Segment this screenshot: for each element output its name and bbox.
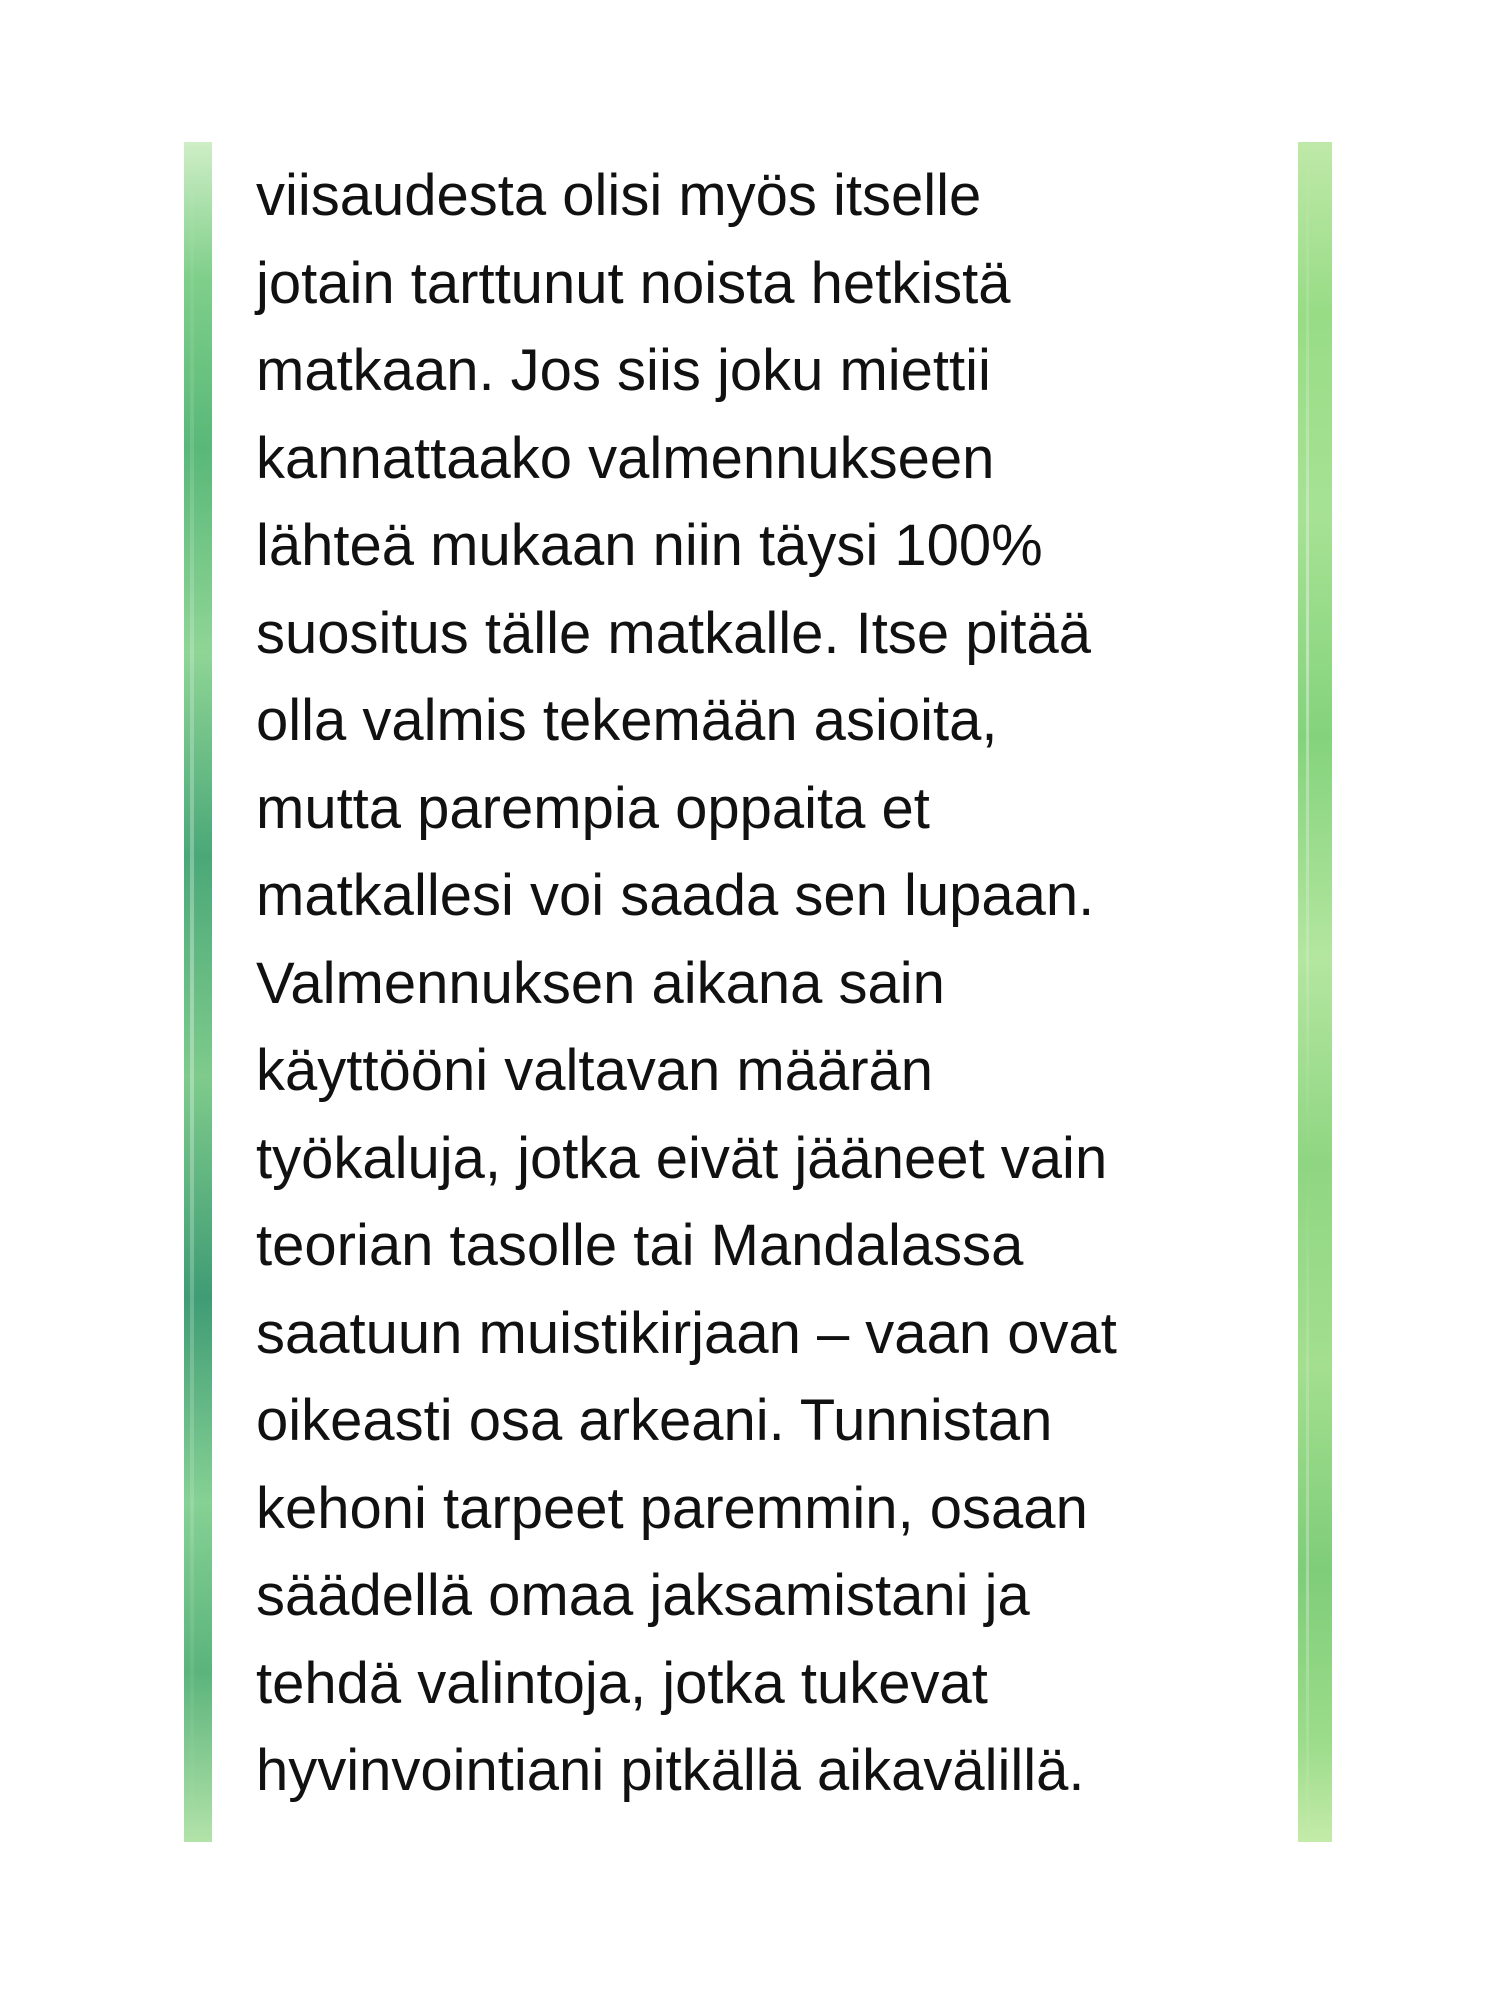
text-line: lähteä mukaan niin täysi 100% [256, 513, 1043, 578]
text-line: käyttööni valtavan määrän [256, 1038, 934, 1103]
text-line: säädellä omaa jaksamistani ja [256, 1563, 1030, 1628]
text-line: kehoni tarpeet paremmin, osaan [256, 1475, 1088, 1541]
text-line: mutta parempia oppaita et [256, 775, 930, 841]
text-line: olla valmis tekemään asioita, [256, 688, 998, 753]
text-line: teorian tasolle tai Mandalassa [256, 1213, 1024, 1278]
text-line: jotain tarttunut noista hetkistä [256, 250, 1011, 316]
body-text [256, 152, 1296, 1815]
green-grass-strip-left [184, 142, 212, 1842]
text-line: oikeasti osa arkeani. Tunnistan [256, 1388, 1053, 1453]
text-line: hyvinvointiani pitkällä aikavälillä. [256, 1738, 1085, 1803]
green-grass-strip-right [1298, 142, 1332, 1842]
text-line: työkaluja, jotka eivät jääneet vain [256, 1125, 1108, 1191]
text-line: tehdä valintoja, jotka tukevat [256, 1650, 988, 1716]
text-line: suositus tälle matkalle. Itse pitää [256, 600, 1091, 666]
text-line: matkaan. Jos siis joku miettii [256, 338, 991, 403]
text-line: viisaudesta olisi myös itselle [256, 163, 982, 228]
text-line: saatuun muistikirjaan – vaan ovat [256, 1300, 1117, 1366]
text-line: matkallesi voi saada sen lupaan. [256, 863, 1095, 928]
text-line: Valmennuksen aikana sain [256, 950, 945, 1016]
text-line: kannattaako valmennukseen [256, 425, 995, 491]
